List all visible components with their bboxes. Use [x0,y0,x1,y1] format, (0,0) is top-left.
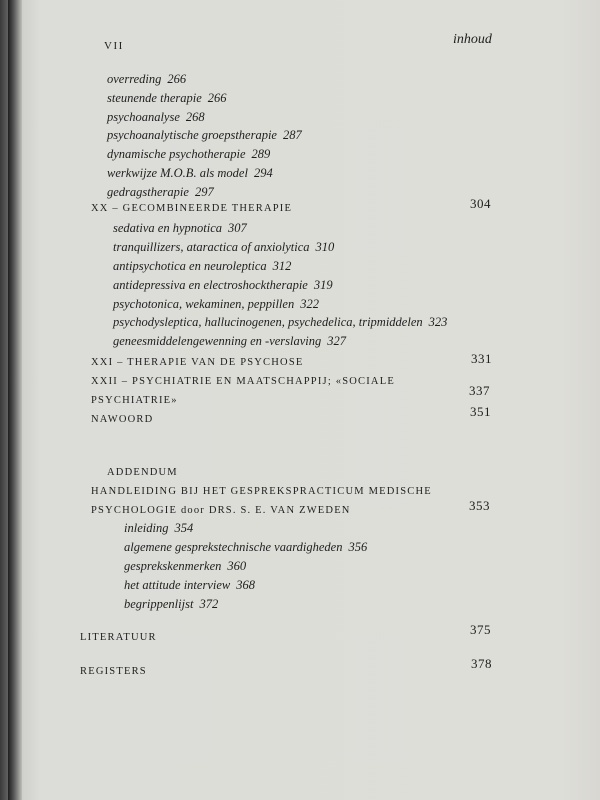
chapter-title: XXII – PSYCHIATRIE EN MAATSCHAPPIJ; «SOCIALE [91,376,395,387]
book-gutter [8,0,22,800]
toc-entry: psychoanalyse 268 [107,110,205,124]
toc-entry: werkwijze M.O.B. als model 294 [107,166,273,180]
chapter-title-cont: PSYCHIATRIE» [91,395,178,406]
toc-entry: gesprekskenmerken 360 [124,559,247,573]
toc-entry: inleiding 354 [124,521,194,535]
toc-entry: psychotonica, wekaminen, peppillen 322 [113,297,319,311]
addendum-title-cont: PSYCHOLOGIE door DRS. S. E. VAN ZWEDEN [91,505,351,516]
toc-entry: tranquillizers, ataractica of anxiolytica 310 [113,240,335,254]
addendum-page: 353 [469,498,490,513]
section-title: NAWOORD [91,414,154,425]
chapter-page: 337 [469,383,490,398]
toc-entry: dynamische psychotherapie 289 [107,147,271,161]
addendum-title: HANDLEIDING BIJ HET GESPREKSPRACTICUM MEDISCHE [91,486,432,497]
toc-entry: steunende therapie 266 [107,91,227,105]
chapter-page: 331 [471,351,492,366]
page-number: VII [104,40,124,52]
toc-entry: algemene gesprekstechnische vaardigheden 356 [124,540,368,554]
running-head: inhoud [453,32,492,47]
toc-entry: antidepressiva en electroshocktherapie 319 [113,278,333,292]
toc-entry: het attitude interview 368 [124,578,255,592]
toc-entry: gedragstherapie 297 [107,185,214,199]
section-page: 375 [470,622,491,637]
toc-entry: psychodysleptica, hallucinogenen, psychedelica, tripmiddelen 323 [113,315,448,329]
section-page: 378 [471,656,492,671]
chapter-page: 304 [470,196,491,211]
toc-entry: geneesmiddelengewenning en -verslaving 327 [113,334,347,348]
toc-entry: antipsychotica en neuroleptica 312 [113,259,292,273]
toc-entry: sedativa en hypnotica 307 [113,221,247,235]
chapter-title: XX – GECOMBINEERDE THERAPIE [91,203,293,214]
section-title: LITERATUUR [80,632,157,643]
section-title: REGISTERS [80,666,147,677]
toc-entry: psychoanalytische groepstherapie 287 [107,128,302,142]
addendum-label: ADDENDUM [107,467,178,478]
toc-entry: overreding 266 [107,72,187,86]
section-page: 351 [470,404,491,419]
toc-entry: begrippenlijst 372 [124,597,219,611]
chapter-title: XXI – THERAPIE VAN DE PSYCHOSE [91,357,304,368]
